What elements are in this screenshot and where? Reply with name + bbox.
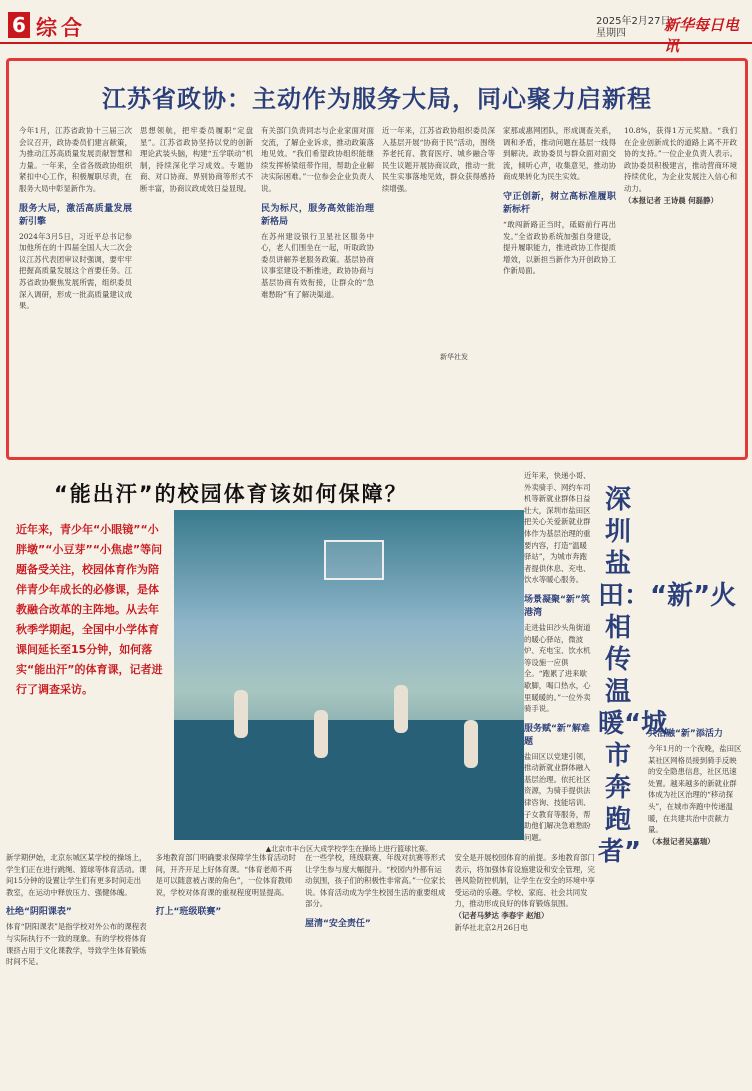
article3-headline: 深圳盐田：“新”火相传温暖“城市奔跑者”	[598, 485, 737, 867]
article3-col-2	[648, 470, 744, 1080]
player-figure	[314, 710, 328, 758]
paragraph: 在苏州建设银行卫星社区服务中心，老人们围坐在一起，听取政协委员讲解养老服务政策。基层协商议事室建设不断推进，政协协商与基层协商有效衔接，让群众的“急难愁盼”有了解决渠道。	[261, 231, 374, 299]
article2-headline: “能出汗”的校园体育该如何保障？	[54, 482, 408, 506]
paragraph: 思想领航，把牢委员履职“定盘星”。江苏省政协坚持以党的创新理论武装头脑，构建“五学联动”机制，持续深化学习成效。专题协商、对口协商、界别协商等形式不断丰富，协商议政成效日益显现。	[140, 126, 253, 193]
subheading: 场景凝聚“新”筑港湾	[524, 594, 590, 618]
paragraph: 今年1月，江苏省政协十三届三次会议召开，政协委员们建言献策，为推动江苏高质量发展贡献智慧和力量。一年来，全省各级政协组织紧扣中心工作，积极履职尽责，在服务大局中彰显新作为。	[19, 126, 132, 193]
feature-col-2	[140, 125, 253, 453]
feature-columns	[19, 125, 737, 453]
feature-col-1	[19, 125, 132, 453]
basketball-hoop	[324, 540, 384, 580]
feature-article	[6, 58, 748, 460]
paragraph: 多地教育部门明确要求保障学生体育活动时间，开齐开足上好体育课。“体育老师不再是可以随意被占课的角色”，一位体育教师说，学校对体育课的重视程度明显提高。	[155, 853, 296, 897]
article2-body	[6, 852, 596, 1084]
paragraph: 新学期伊始，北京东城区某学校的操场上，学生们正在进行跳绳、篮球等体育活动。课间15分钟的设置让学生们有更多时间走出教室，在运动中释放压力、强健体魄。	[6, 853, 147, 897]
subheading: 共治融“新”添活力	[648, 729, 723, 739]
basketball-photo	[174, 510, 524, 840]
subheading: 杜绝“阴阳课表”	[6, 907, 72, 918]
paragraph: 盐田区以党建引领，推动新就业群体融入基层治理。依托社区资源，为骑手提供法律咨询、技能培训、子女教育等服务，帮助他们解决急难愁盼问题。	[524, 751, 591, 842]
photo-caption: ▲北京市丰台区大成学校学生在操场上进行篮球比赛。	[265, 845, 433, 853]
paragraph: 走进盐田沙头角街道的暖心驿站，微波炉、充电宝、饮水机等设施一应俱全。“跑累了进来歇歇脚，喝口热水，心里暖暖的。”一位外卖骑手说。	[524, 622, 591, 714]
player-figure	[464, 720, 478, 768]
article3-col-2-text	[648, 470, 744, 1080]
subheading: 守正创新，树立高标准履职新标杆	[503, 191, 616, 215]
byline: （记者马梦达 李春宇 赵旭）	[454, 910, 549, 920]
article3-col-1-text	[524, 470, 594, 1080]
article2-lead: 近年来，青少年“小眼镜”“小胖墩”“小豆芽”“小焦虑”等问题备受关注，校园体育作为陪伴青少年成长的必修课，是体教融合改革的主阵地。从去年秋季学期起，全国中小学体育课间延长至15分钟，如何落实“能出汗”的体育课，记者进行了调查采访。	[16, 523, 163, 696]
paragraph: “敢闯新路正当时，砥砺前行再出发。”全省政协系统加强自身建设，提升履职能力，推进政协工作提质增效，以新担当新作为开创政协工作新局面。	[503, 219, 616, 276]
feature-col-5	[503, 125, 616, 453]
date-line2: 星期四	[596, 28, 626, 39]
paragraph: 在一些学校，班级联赛、年级对抗赛等形式让学生参与度大幅提升。“校园内外都有运动氛围，孩子们的积极性非常高。”一位家长说。体育活动成为学生校园生活的重要组成部分。	[305, 853, 446, 909]
subheading: 打上“班级联赛”	[155, 907, 222, 918]
date	[596, 16, 671, 40]
article2-col-3	[305, 852, 447, 1084]
subheading: 民为标尺，服务高效能治理新格局	[261, 203, 374, 227]
date-line1: 2025年2月27日	[596, 16, 671, 27]
paragraph: 有关部门负责同志与企业家面对面交流，了解企业诉求，推动政策落地见效。“我们希望政协组织能继续发挥桥梁纽带作用，帮助企业解决实际困难。”一位参会企业负责人说。	[261, 126, 374, 193]
brand-logo: 新华每日电讯	[664, 16, 740, 55]
feature-col-6	[624, 125, 737, 453]
page-number: 6	[8, 12, 30, 38]
byline: （本报记者 王诗晨 何磊静）	[624, 195, 718, 205]
masthead	[0, 0, 752, 55]
article2-col-1	[6, 852, 148, 1084]
paragraph: 10.8%，获得1万元奖励。“我们在企业创新成长的道路上离不开政协的支持。”一位企业负责人表示。政协委员积极建言，推动营商环境持续优化，为企业发展注入信心和动力。	[624, 126, 737, 193]
feature-col-4	[382, 125, 495, 453]
paragraph: 体育“阴阳课表”是指学校对外公布的课程表与实际执行不一致的现象。有的学校将体育课挤占用于文化课教学，导致学生体育锻炼时间不足。	[6, 922, 147, 967]
paragraph: 家那或惠网团队，形成调查关系，调和矛盾，推动问题在基层一线得到解决。政协委员与群众面对面交流，倾听心声，收集意见，推动协商成果转化为民生实效。	[503, 126, 616, 182]
feature-col-3	[261, 125, 374, 453]
subheading: 屋清“安全责任”	[305, 918, 371, 929]
feature-headline: 江苏省政协：主动作为服务大局，同心聚力启新程	[102, 85, 652, 113]
paragraph: 近一年来，江苏省政协组织委员深入基层开展“协商于民”活动，围绕养老托育、教育医疗、城乡融合等民生议题开展协商议政，推动一批民生实事落地见效，群众获得感持续增强。	[382, 126, 495, 193]
article2-lead-area	[6, 510, 524, 853]
subheading: 服务赋“新”解难题	[524, 723, 590, 747]
dateline: 新华社北京2月26日电	[454, 922, 528, 932]
paragraph: 安全是开展校园体育的前提。多地教育部门表示，将加强体育设施建设和安全管理，完善风险防控机制，让学生在安全的环境中享受运动的乐趣。学校、家庭、社会共同发力，推动形成良好的体育锻炼氛围。	[454, 853, 595, 909]
subheading: 服务大局，激活高质量发展新引擎	[19, 203, 132, 227]
paragraph: 今年1月的一个夜晚，盐田区某社区网格员接到骑手反映的安全隐患信息，社区迅速处置。越来越多的新就业群体成为社区治理的“移动探头”，在城市奔跑中传递温暖，在共建共治中贡献力量。	[648, 744, 742, 835]
photo-credit: 新华社发	[440, 353, 468, 361]
player-figure	[234, 690, 248, 738]
player-figure	[394, 685, 408, 733]
byline: （本报记者吴嘉瑞）	[648, 836, 715, 846]
paragraph: 2024年3月5日，习近平总书记参加他所在的十四届全国人大二次会议江苏代表团审议时强调，要牢牢把握高质量发展这个首要任务。江苏省政协聚焦发展所需，组织委员深入调研，形成一批高质量建议成果。	[19, 231, 132, 311]
section-label: 综合	[36, 16, 86, 40]
article3-col-1	[524, 470, 594, 1080]
paragraph: 近年来，快递小哥、外卖骑手、网约车司机等新就业群体日益壮大，深圳市盐田区把关心关爱新就业群体作为基层治理的重要内容，打造“温暖驿站”，为城市奔跑者提供休息、充电、饮水等暖心服务。	[524, 471, 591, 585]
article2-col-2	[156, 852, 298, 1084]
